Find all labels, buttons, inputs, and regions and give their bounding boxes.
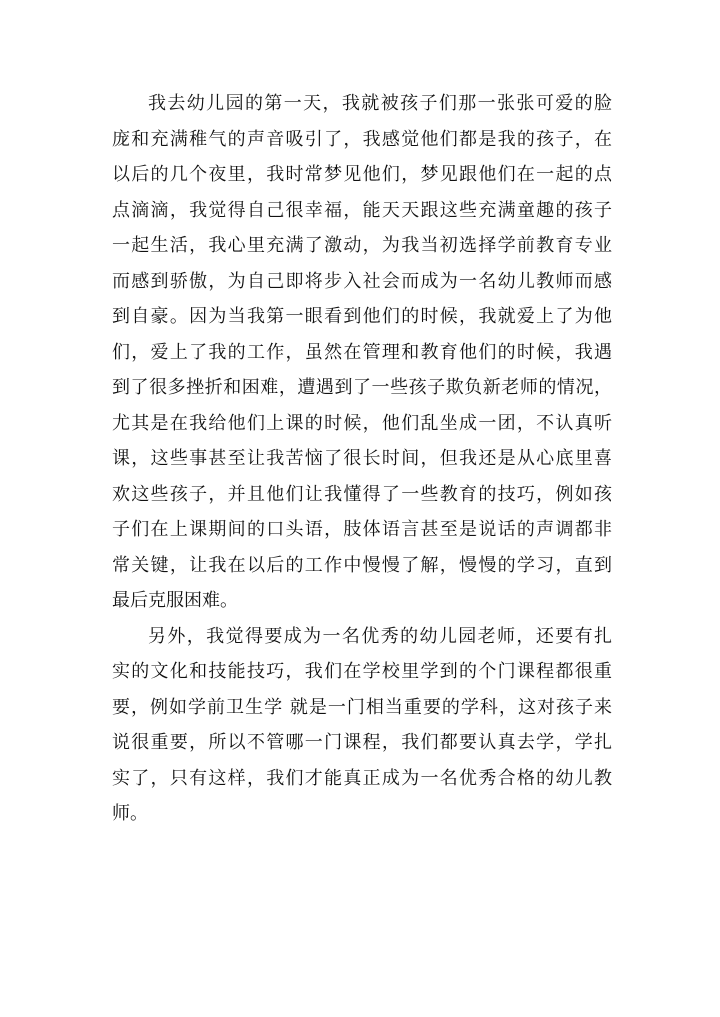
text-line: 课，这些事甚至让我苦恼了很长时间，但我还是从心底里喜 xyxy=(112,448,612,469)
text-line: 而感到骄傲，为自己即将步入社会而成为一名幼儿教师而感 xyxy=(112,270,612,292)
text-line: 实的文化和技能技巧，我们在学校里学到的个门课程都很重 xyxy=(112,661,612,682)
text-line: 庞和充满稚气的声音吸引了，我感觉他们都是我的孩子，在 xyxy=(112,128,612,150)
paragraph-2 xyxy=(112,619,612,832)
text-line: 点滴滴，我觉得自己很幸福，能天天跟这些充满童趣的孩子 xyxy=(112,199,612,221)
text-line: 一起生活，我心里充满了激动，为我当初选择学前教育专业 xyxy=(112,235,612,256)
text-line: 以后的几个夜里，我时常梦见他们，梦见跟他们在一起的点 xyxy=(112,164,612,185)
text-line: 常关键，让我在以后的工作中慢慢了解，慢慢的学习，直到 xyxy=(112,554,612,576)
text-line: 另外，我觉得要成为一名优秀的幼儿园老师，还要有扎 xyxy=(148,625,612,647)
text-line: 到自豪。因为当我第一眼看到他们的时候，我就爱上了为他 xyxy=(112,306,612,327)
text-line: 实了，只有这样，我们才能真正成为一名优秀合格的幼儿教 xyxy=(112,767,612,789)
text-line: 师。 xyxy=(112,803,148,824)
text-line: 我去幼儿园的第一天，我就被孩子们那一张张可爱的脸 xyxy=(148,93,612,114)
text-line: 要，例如学前卫生学 就是一门相当重要的学科，这对孩子来 xyxy=(112,696,612,718)
text-line: 欢这些孩子，并且他们让我懂得了一些教育的技巧，例如孩 xyxy=(112,483,612,505)
text-line: 到了很多挫折和困难，遭遇到了一些孩子欺负新老师的情况， xyxy=(112,377,612,398)
text-line: 子们在上课期间的口头语，肢体语言甚至是说话的声调都非 xyxy=(112,519,612,540)
text-line: 最后克服困难。 xyxy=(112,590,238,611)
text-line: 们，爱上了我的工作，虽然在管理和教育他们的时候，我遇 xyxy=(112,341,612,363)
text-line: 说很重要，所以不管哪一门课程，我们都要认真去学，学扎 xyxy=(112,732,612,753)
paragraph-1 xyxy=(112,86,612,619)
document-body xyxy=(112,86,612,832)
text-line: 尤其是在我给他们上课的时候，他们乱坐成一团，不认真听 xyxy=(112,412,612,434)
